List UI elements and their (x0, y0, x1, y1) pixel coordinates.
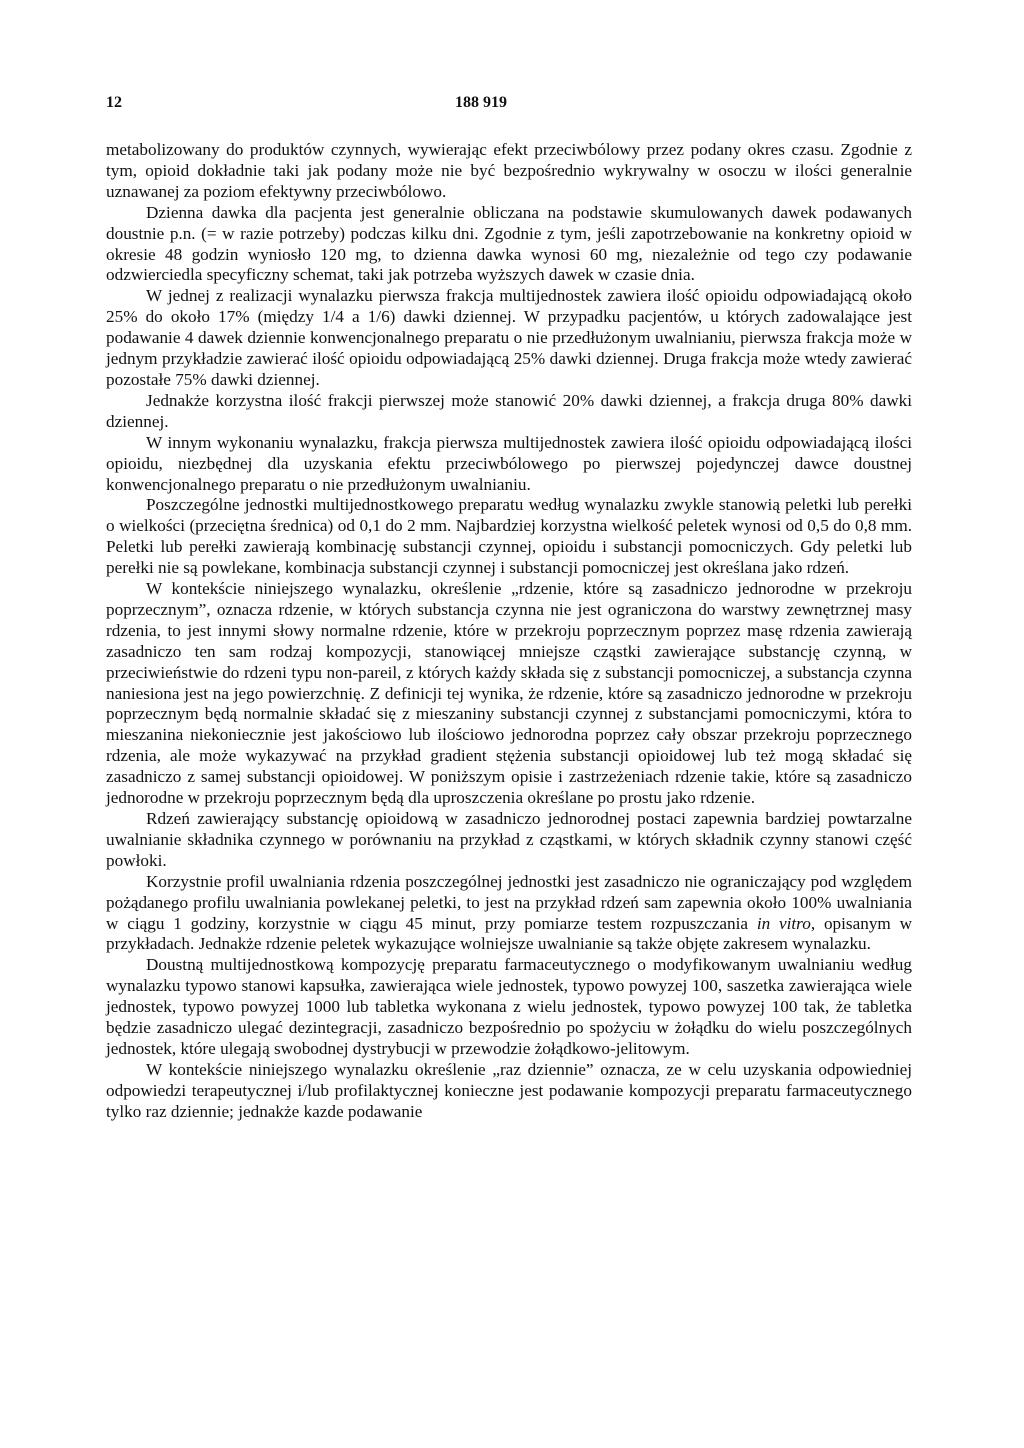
paragraph: Jednakże korzystna ilość frakcji pierwszej może stanowić 20% dawki dziennej, a frakcja druga 80% dawki dziennej. (106, 390, 912, 431)
paragraph: Doustną multijednostkową kompozycję preparatu farmaceutycznego o modyfikowanym uwalnianiu według wynalazku typowo stanowi kapsułka, zawierająca wiele jednostek, typowo powyzej 100, saszetka zawierająca wiele jednostek, typowo powyzej 1000 lub tabletka wykonana z wielu jednostek, typowo powyzej 100 tak, że tabletka będzie zasadniczo ulegać dezintegracji, zasadniczo bezpośrednio po spożyciu w żołądku do wielu poszczególnych jednostek, które ulegają swobodnej dystrybucji w przewodzie żołądkowo-jelitowym. (106, 955, 912, 1058)
page-header (106, 94, 916, 116)
paragraph: Dzienna dawka dla pacjenta jest generalnie obliczana na podstawie skumulowanych dawek podawanych doustnie p.n. (= w razie potrzeby) podczas kilku dni. Zgodnie z tym, jeśli zapotrzebowanie na konkretny opioid w okresie 48 godzin wyniosło 120 mg, to dzienna dawka wynosi 60 mg, niezależnie od tego czy podawanie odzwierciedla specyficzny schemat, taki jak potrzeba wyższych dawek w czasie dnia. (106, 202, 912, 285)
document-body (106, 140, 912, 1123)
paragraph (106, 872, 912, 956)
paragraph: Rdzeń zawierający substancję opioidową w zasadniczo jednorodnej postaci zapewnia bardziej powtarzalne uwalnianie składnika czynnego w porównaniu na przykład z cząstkami, w których składnik czynny stanowi część powłoki. (106, 809, 912, 870)
italic-text: in vitro (756, 913, 811, 933)
paragraph-text: Korzystnie profil uwalniania rdzenia poszczególnej jednostki jest zasadniczo nie ograniczający pod względem pożądanego profilu uwalniania powlekanej peletki, to jest na przykład rdzeń sam zapewnia około 100% uwalniania w ciągu 1 godziny, korzystnie w ciągu 45 minut, przy pomiarze testem rozpuszczania (106, 871, 912, 933)
document-number: 188 919 (455, 94, 507, 111)
paragraph-text: , opisanym w przykładach. Jednakże rdzenie peletek wykazujące wolniejsze uwalnianie są także objęte zakresem wynalazku. (106, 913, 913, 954)
page-number: 12 (106, 94, 122, 111)
paragraph: W jednej z realizacji wynalazku pierwsza frakcja multijednostek zawiera ilość opioidu odpowiadającą około 25% do około 17% (między 1/4 a 1/6) dawki dziennej. W przypadku pacjentów, u których zadowalające jest podawanie 4 dawek dziennie konwencjonalnego preparatu o nie przedłużonym uwalnianiu, pierwsza frakcja może w jednym przykładzie zawierać ilość opioidu odpowiadającą 25% dawki dziennej. Druga frakcja może wtedy zawierać pozostałe 75% dawki dziennej. (106, 286, 912, 389)
paragraph: W innym wykonaniu wynalazku, frakcja pierwsza multijednostek zawiera ilość opioidu odpowiadającą ilości opioidu, niezbędnej dla uzyskania efektu przeciwbólowego po pierwszej pojedynczej dawce doustnej konwencjonalnego preparatu o nie przedłużonym uwalnianiu. (106, 432, 912, 494)
paragraph: Poszczególne jednostki multijednostkowego preparatu według wynalazku zwykle stanowią peletki lub perełki o wielkości (przeciętna średnica) od 0,1 do 2 mm. Najbardziej korzystna wielkość peletek wynosi od 0,5 do 0,8 mm. Peletki lub perełki zawierają kombinację substancji czynnej, opioidu i substancji pomocniczych. Gdy peletki lub perełki nie są powlekane, kombinacja substancji czynnej i substancji pomocniczej jest określana jako rdzeń. (106, 495, 912, 578)
paragraph: W kontekście niniejszego wynalazku, określenie „rdzenie, które są zasadniczo jednorodne w przekroju poprzecznym”, oznacza rdzenie, w których substancja czynna nie jest ograniczona do warstwy zewnętrznej masy rdzenia, to jest innymi słowy normalne rdzenie, które w przekroju poprzecznym poprzez masę rdzenia zawierają zasadniczo ten sam rodzaj kompozycji, stanowiącej mniejsze cząstki zawierające substancję czynną, w przeciwieństwie do rdzeni typu non-pareil, z których każdy składa się z substancji pomocniczej, a substancja czynna naniesiona jest na jego powierzchnię. Z definicji tej wynika, że rdzenie, które są zasadniczo jednorodne w przekroju poprzecznym będą normalnie składać się z mieszaniny substancji czynnej z substancjami pomocniczymi, która to mieszanina niekoniecznie jest jakościowo lub ilościowo jednorodna poprzez cały obszar przekroju poprzecznego rdzenia, ale może wykazywać na przykład gradient stężenia substancji opioidowej lub też mogą składać się zasadniczo z samej substancji opioidowej. W poniższym opisie i zastrzeżeniach rdzenie takie, które są zasadniczo jednorodne w przekroju poprzecznym będą dla uproszczenia określane po prostu jako rdzenie. (106, 579, 912, 808)
paragraph: W kontekście niniejszego wynalazku określenie „raz dziennie” oznacza, ze w celu uzyskania odpowiedniej odpowiedzi terapeutycznej i/lub profilaktycznej konieczne jest podawanie kompozycji preparatu farmaceutycznego tylko raz dziennie; jednakże kazde podawanie (106, 1059, 912, 1121)
paragraph: metabolizowany do produktów czynnych, wywierając efekt przeciwbólowy przez podany okres czasu. Zgodnie z tym, opioid dokładnie taki jak podany może nie być bezpośrednio wykrywalny w osoczu w ilości generalnie uznawanej za poziom efektywny przeciwbólowo. (106, 140, 912, 201)
